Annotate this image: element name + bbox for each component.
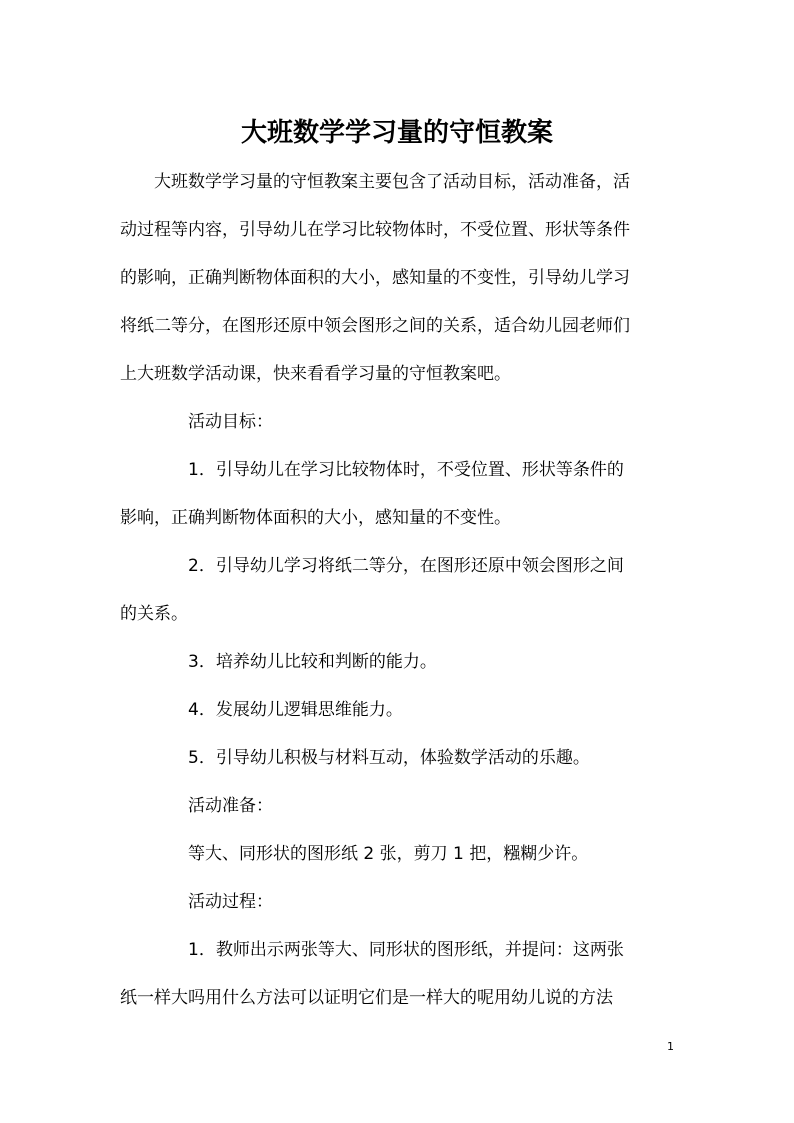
text-line-8: 影响，正确判断物体面积的大小，感知量的不变性。 — [120, 508, 511, 528]
document-title: 大班数学学习量的守恒教案 — [240, 118, 553, 149]
section-heading-goals: 活动目标： — [120, 412, 273, 432]
text-line-17: 1．教师出示两张等大、同形状的图形纸，并提问：这两张 — [120, 940, 624, 960]
text-line-9: 2．引导幼儿学习将纸二等分，在图形还原中领会图形之间 — [120, 556, 624, 576]
section-heading-process: 活动过程： — [120, 892, 273, 912]
text-line-5: 上大班数学活动课，快来看看学习量的守恒教案吧。 — [120, 364, 511, 384]
page-number: 1 — [667, 1040, 674, 1053]
text-line-3: 的影响，正确判断物体面积的大小，感知量的不变性，引导幼儿学习 — [120, 268, 630, 288]
text-line-13: 5．引导幼儿积极与材料互动，体验数学活动的乐趣。 — [120, 748, 590, 768]
section-heading-preparation: 活动准备： — [120, 796, 273, 816]
text-line-4: 将纸二等分，在图形还原中领会图形之间的关系，适合幼儿园老师们 — [120, 316, 630, 336]
text-line-7: 1．引导幼儿在学习比较物体时，不受位置、形状等条件的 — [120, 460, 624, 480]
text-line-15: 等大、同形状的图形纸 2 张，剪刀 1 把，糨糊少许。 — [120, 844, 589, 864]
text-line-11: 3．培养幼儿比较和判断的能力。 — [120, 652, 437, 672]
text-line-2: 动过程等内容，引导幼儿在学习比较物体时，不受位置、形状等条件 — [120, 220, 630, 240]
text-line-1: 大班数学学习量的守恒教案主要包含了活动目标，活动准备，活 — [120, 172, 630, 192]
text-line-12: 4．发展幼儿逻辑思维能力。 — [120, 700, 403, 720]
text-line-18: 纸一样大吗用什么方法可以证明它们是一样大的呢用幼儿说的方法 — [120, 988, 613, 1008]
text-line-10: 的关系。 — [120, 604, 188, 624]
